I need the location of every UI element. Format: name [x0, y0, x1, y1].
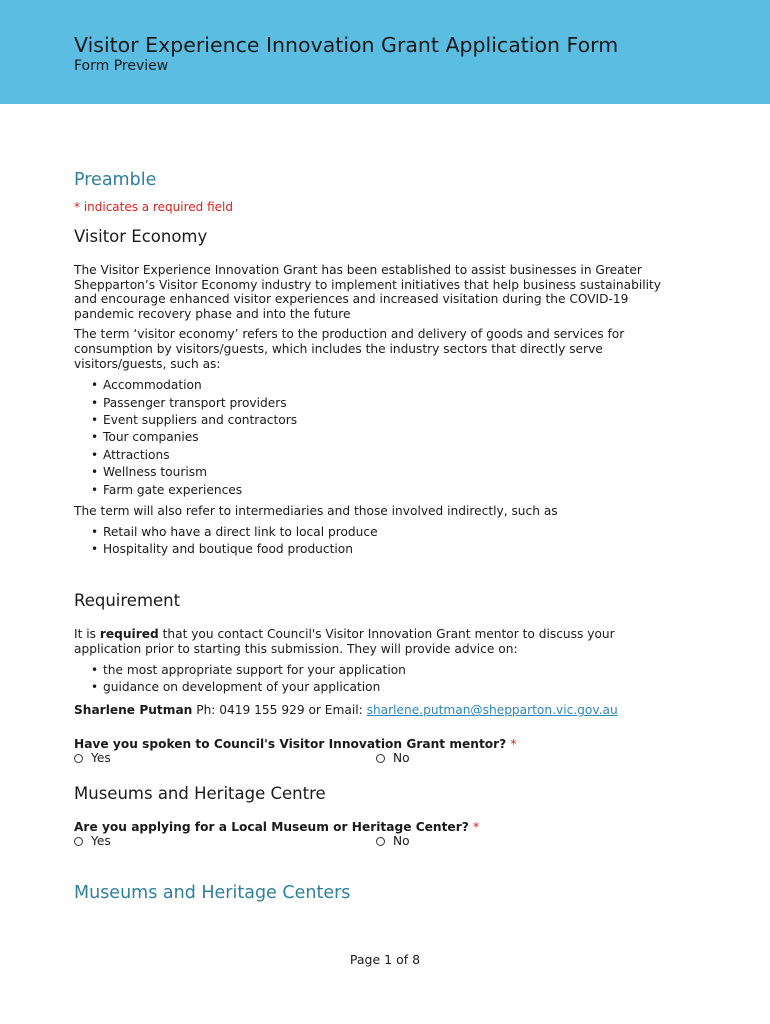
required-marker: * [510, 737, 517, 751]
list-item: • Farm gate experiences [91, 482, 674, 499]
museums-centers-heading: Museums and Heritage Centers [74, 883, 351, 903]
list-item: • Accommodation [91, 377, 674, 394]
list-item: • Passenger transport providers [91, 395, 674, 412]
radio-circle-icon [74, 754, 83, 763]
requirement-intro-end: that you contact Council's Visitor Innovation Grant mentor to discuss your application prior to starting this submission. They will provide advice on: [74, 627, 615, 656]
form-subtitle: Form Preview [74, 58, 169, 74]
list-item: • Hospitality and boutique food production [91, 541, 674, 558]
requirement-emphasis: required [99, 627, 159, 642]
mentor-no-radio[interactable]: No [376, 751, 410, 765]
form-header [0, 0, 770, 104]
preamble-paragraph-1: The Visitor Experience Innovation Grant has been established to assist businesses in Greater Shepparton’s Visitor Economy industry to implement initiatives that help business sustainability and encourage enhanced visitor experiences and increased visitation during the COVID-19 pandemic recovery phase and into the future [74, 263, 662, 321]
requirement-intro-start: It is [74, 627, 100, 642]
mentor-name: Sharlene Putman [74, 703, 193, 718]
form-content [74, 170, 674, 913]
list-item: • the most appropriate support for your application [91, 662, 674, 679]
radio-circle-icon [74, 837, 83, 846]
indirect-list [74, 524, 674, 559]
list-item: • Event suppliers and contractors [91, 412, 674, 429]
mentor-contact [74, 703, 674, 718]
preamble-paragraph-3: The term will also refer to intermediaries and those involved indirectly, such as [74, 504, 558, 518]
list-item: • Tour companies [91, 429, 674, 446]
preamble-heading: Preamble [74, 170, 157, 190]
requirement-paragraph [74, 627, 674, 656]
required-marker: * [473, 820, 480, 834]
advice-list [74, 662, 674, 697]
radio-circle-icon [376, 754, 385, 763]
sector-list [74, 377, 674, 499]
page-number: Page 1 of 8 [349, 952, 421, 967]
museum-no-radio[interactable]: No [376, 834, 410, 848]
preamble-paragraph-2: The term ‘visitor economy’ refers to the production and delivery of goods and services for consumption by visitors/guests, which includes the industry sectors that directly serve visitors/guests, such as: [74, 327, 625, 371]
museum-question-options [74, 834, 674, 850]
mentor-question-label: Have you spoken to Council's Visitor Innovation Grant mentor? * [74, 737, 517, 751]
required-field-note: * indicates a required field [74, 200, 233, 214]
mentor-email-link[interactable]: sharlene.putman@shepparton.vic.gov.au [366, 703, 618, 718]
form-title: Visitor Experience Innovation Grant Application Form [74, 33, 619, 57]
mentor-yes-radio[interactable]: Yes [74, 751, 111, 765]
radio-circle-icon [376, 837, 385, 846]
museum-question-label: Are you applying for a Local Museum or Heritage Center? * [74, 820, 480, 834]
visitor-economy-title: Visitor Economy [74, 227, 208, 246]
museum-yes-radio[interactable]: Yes [74, 834, 111, 848]
mentor-phone: Ph: 0419 155 929 or Email: [192, 703, 367, 718]
requirement-heading: Requirement [74, 591, 181, 611]
museums-heritage-heading: Museums and Heritage Centre [74, 784, 326, 803]
mentor-question-options [74, 751, 674, 767]
list-item: • Attractions [91, 447, 674, 464]
list-item: • Retail who have a direct link to local produce [91, 524, 674, 541]
list-item: • Wellness tourism [91, 464, 674, 481]
list-item: • guidance on development of your application [91, 679, 674, 696]
